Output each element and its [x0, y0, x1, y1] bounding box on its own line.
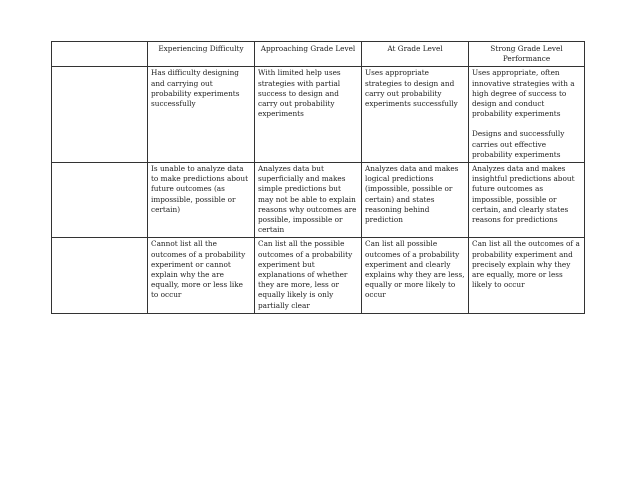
table-cell: Analyzes data but superficially and makes simple predictions but may not be able to explain reasons why outcomes are possible, impossible or certain	[255, 163, 362, 238]
table-row	[52, 67, 585, 163]
table-cell: Is unable to analyze data to make predictions about future outcomes (as impossible, possible or certain)	[148, 163, 255, 238]
header-cell-approaching-grade-level: Approaching Grade Level	[255, 42, 362, 67]
table-cell: Can list all possible outcomes of a probability experiment and clearly explains why they are less, equally or more likely to occur	[362, 238, 469, 313]
table-row	[52, 238, 585, 313]
header-cell-strong-grade-level: Strong Grade Level Performance	[469, 42, 585, 67]
table-cell: With limited help uses strategies with partial success to design and carry out probability experiments	[255, 67, 362, 163]
header-row	[52, 42, 585, 67]
table-cell: Uses appropriate strategies to design and carry out probability experiments successfully	[362, 67, 469, 163]
row-label-cell	[52, 238, 148, 313]
cell-paragraph: Uses appropriate, often innovative strategies with a high degree of success to design and conduct probability experiments	[472, 68, 575, 119]
row-label-cell	[52, 163, 148, 238]
table-cell: Analyzes data and makes insightful predictions about future outcomes as impossible, possible or certain, and clearly states reasons for predictions	[469, 163, 585, 238]
table-cell: Analyzes data and makes logical predictions (impossible, possible or certain) and states reasoning behind prediction	[362, 163, 469, 238]
header-cell-experiencing-difficulty: Experiencing Difficulty	[148, 42, 255, 67]
table-cell: Can list all the possible outcomes of a probability experiment but explanations of whether they are more, less or equally likely is only partially clear	[255, 238, 362, 313]
table-row	[52, 163, 585, 238]
header-cell-at-grade-level: At Grade Level	[362, 42, 469, 67]
row-label-cell	[52, 67, 148, 163]
table-cell	[469, 67, 585, 163]
header-cell-criteria	[52, 42, 148, 67]
cell-paragraph-extra: Designs and successfully carries out effective probability experiments	[472, 129, 565, 159]
table-cell: Has difficulty designing and carrying out probability experiments successfully	[148, 67, 255, 163]
table-cell: Cannot list all the outcomes of a probability experiment or cannot explain why the are equally, more or less like to occur	[148, 238, 255, 313]
rubric-table	[51, 41, 585, 314]
table-cell: Can list all the outcomes of a probability experiment and precisely explain why they are equally, more or less likely to occur	[469, 238, 585, 313]
